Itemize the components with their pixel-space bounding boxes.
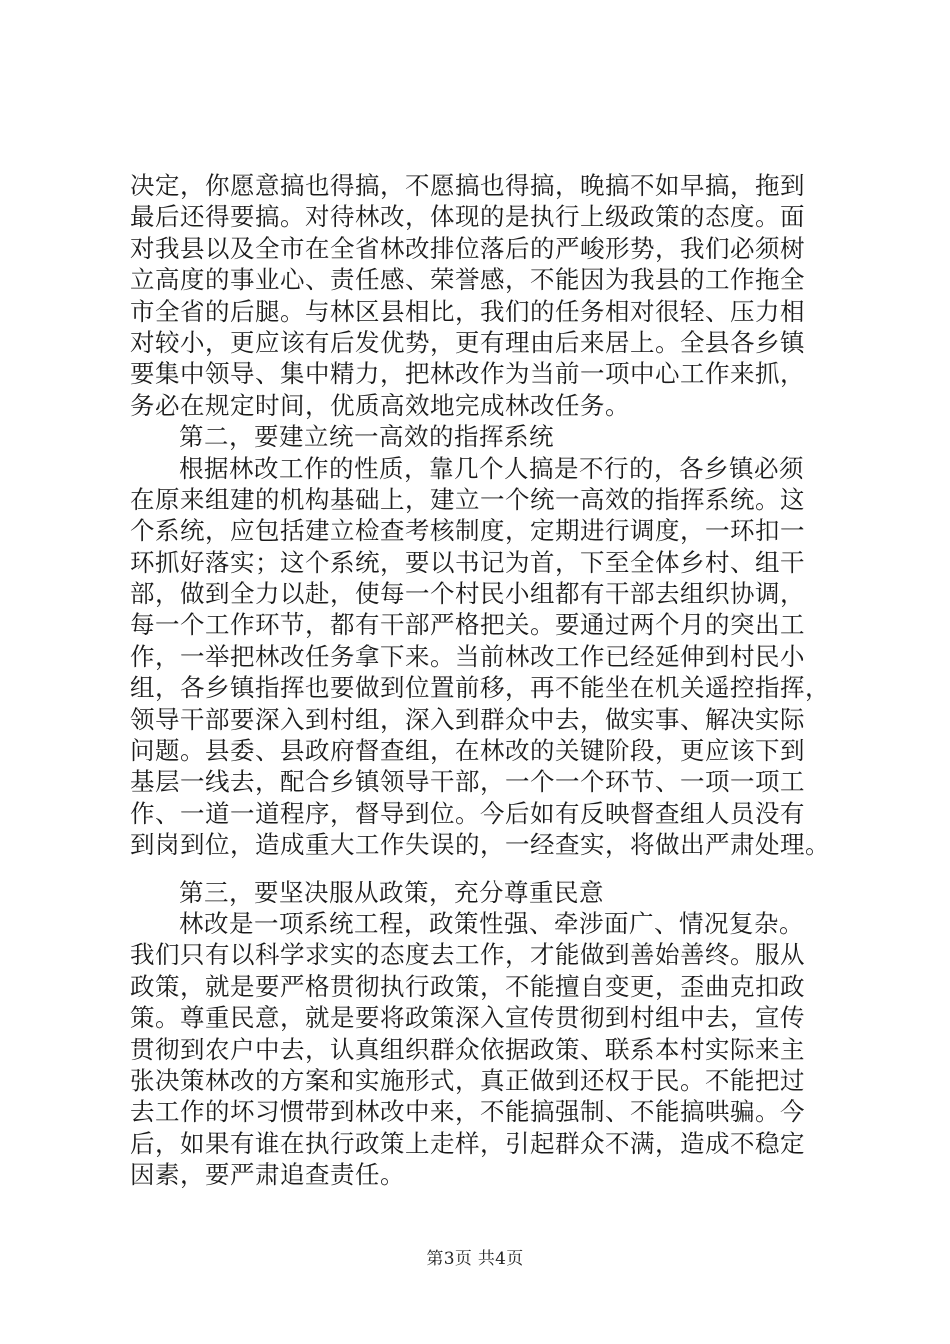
text-line: 对较小，更应该有后发优势，更有理由后来居上。全县各乡镇: [130, 327, 805, 357]
text-line: 立高度的事业心、责任感、荣誉感，不能因为我县的工作拖全: [130, 265, 805, 295]
text-line: 后，如果有谁在执行政策上走样，引起群众不满，造成不稳定: [130, 1128, 805, 1158]
text-line: 最后还得要搞。对待林改，体现的是执行上级政策的态度。面: [130, 202, 805, 232]
section-heading-2: 第二，要建立统一高效的指挥系统: [179, 422, 554, 452]
text-line: 作、一道一道程序，督导到位。今后如有反映督查组人员没有: [130, 798, 805, 828]
text-line: 策。尊重民意，就是要将政策深入宣传贯彻到村组中去，宣传: [130, 1003, 805, 1033]
text-line: 林改是一项系统工程，政策性强、牵涉面广、情况复杂。: [179, 908, 804, 938]
text-line: 每一个工作环节，都有干部严格把关。要通过两个月的突出工: [130, 610, 805, 640]
text-line: 对我县以及全市在全省林改排位落后的严峻形势，我们必须树: [130, 233, 805, 263]
paragraph-gap: [130, 861, 830, 877]
text-line: 务必在规定时间，优质高效地完成林改任务。: [130, 390, 630, 420]
text-line: 到岗到位，造成重大工作失误的，一经查实，将做出严肃处理。: [130, 830, 830, 860]
paragraph-section2: [130, 453, 830, 861]
text-line: 领导干部要深入到村组，深入到群众中去，做实事、解决实际: [130, 704, 805, 734]
text-line: 因素，要严肃追查责任。: [130, 1160, 405, 1190]
text-line: 去工作的坏习惯带到林改中来，不能搞强制、不能搞哄骗。今: [130, 1097, 805, 1127]
section-heading-3: 第三，要坚决服从政策，充分尊重民意: [179, 877, 604, 907]
text-line: 组，各乡镇指挥也要做到位置前移，再不能坐在机关遥控指挥，: [130, 673, 830, 703]
text-line: 政策，就是要严格贯彻执行政策，不能擅自变更，歪曲克扣政: [130, 971, 805, 1001]
paragraph-section1: [130, 170, 830, 421]
text-line: 作，一举把林改任务拿下来。当前林改工作已经延伸到村民小: [130, 641, 805, 671]
text-line: 贯彻到农户中去，认真组织群众依据政策、联系本村实际来主: [130, 1034, 805, 1064]
text-line: 我们只有以科学求实的态度去工作，才能做到善始善终。服从: [130, 940, 805, 970]
text-line: 环抓好落实；这个系统，要以书记为首，下至全体乡村、组干: [130, 547, 805, 577]
text-line: 要集中领导、集中精力，把林改作为当前一项中心工作来抓，: [130, 359, 805, 389]
document-body: [130, 170, 830, 1191]
text-line: 问题。县委、县政府督查组，在林改的关键阶段，更应该下到: [130, 736, 805, 766]
paragraph-section3: [130, 908, 830, 1191]
text-line: 基层一线去，配合乡镇领导干部，一个一个环节、一项一项工: [130, 767, 805, 797]
text-line: 个系统，应包括建立检查考核制度，定期进行调度，一环扣一: [130, 516, 805, 546]
text-line: 在原来组建的机构基础上，建立一个统一高效的指挥系统。这: [130, 484, 805, 514]
text-line: 部，做到全力以赴，使每一个村民小组都有干部去组织协调，: [130, 579, 805, 609]
text-line: 市全省的后腿。与林区县相比，我们的任务相对很轻、压力相: [130, 296, 805, 326]
page-number-footer: 第3页 共4页: [426, 1249, 524, 1269]
text-line: 张决策林改的方案和实施形式，真正做到还权于民。不能把过: [130, 1065, 805, 1095]
text-line: 根据林改工作的性质，靠几个人搞是不行的，各乡镇必须: [179, 453, 804, 483]
text-line: 决定，你愿意搞也得搞，不愿搞也得搞，晚搞不如早搞，拖到: [130, 171, 805, 200]
